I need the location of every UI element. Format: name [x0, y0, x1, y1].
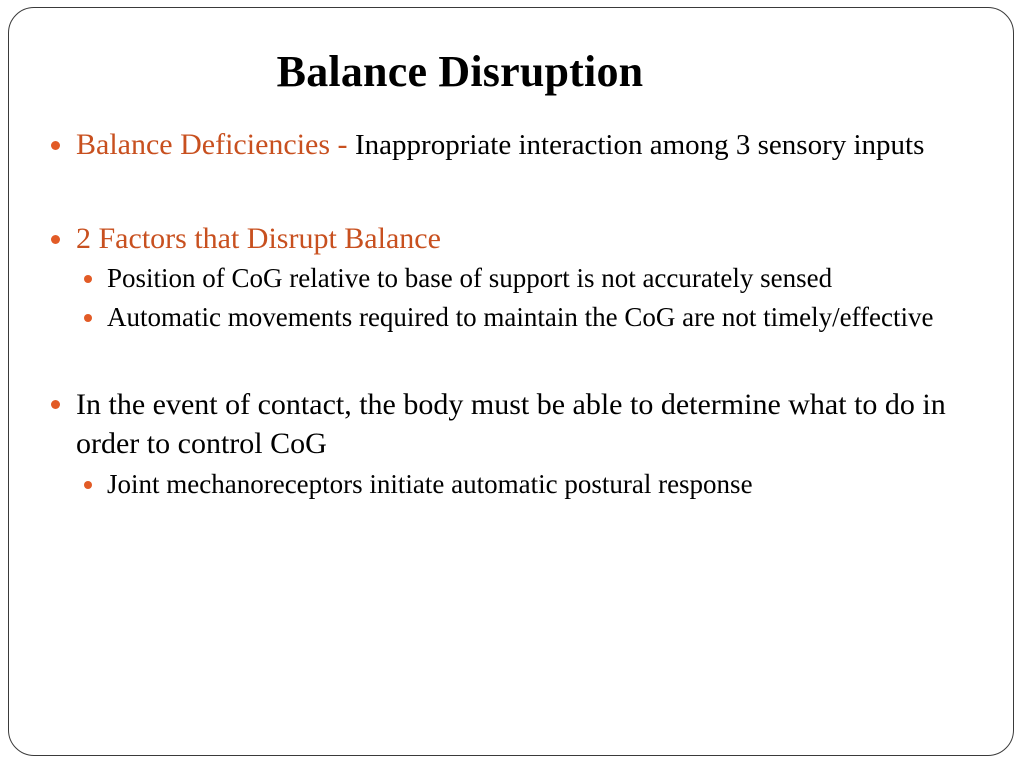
bullet-disrupt-factors [48, 220, 1008, 257]
bullet-dot-icon [51, 141, 60, 150]
bullet-lead: 2 Factors that Disrupt Balance [76, 222, 441, 255]
subbullet-text: Joint mechanoreceptors initiate automatic postural response [107, 469, 753, 499]
bullet-text: Inappropriate interaction among 3 sensory inputs [355, 129, 925, 161]
bullet-text: In the event of contact, the body must be able to determine what to do in order to control CoG [76, 388, 946, 460]
subbullet-joint-mechanoreceptors [48, 467, 1008, 502]
bullet-dot-icon [84, 275, 92, 283]
bullet-balance-deficiencies [48, 126, 1008, 164]
bullet-lead: Balance Deficiencies - [76, 128, 356, 161]
subbullet-automatic-movements [48, 300, 1008, 335]
bullet-contact-event [48, 385, 1008, 463]
subbullet-text: Automatic movements required to maintain the CoG are not timely/effective [107, 302, 934, 332]
bullet-dot-icon [84, 481, 92, 489]
slide-title: Balance Disruption [276, 47, 644, 96]
subbullet-text: Position of CoG relative to base of support is not accurately sensed [107, 263, 833, 293]
bullet-dot-icon [51, 400, 60, 409]
slide-content [48, 126, 1008, 502]
bullet-dot-icon [51, 235, 60, 244]
subbullet-position [48, 261, 1008, 296]
bullet-dot-icon [84, 314, 92, 322]
